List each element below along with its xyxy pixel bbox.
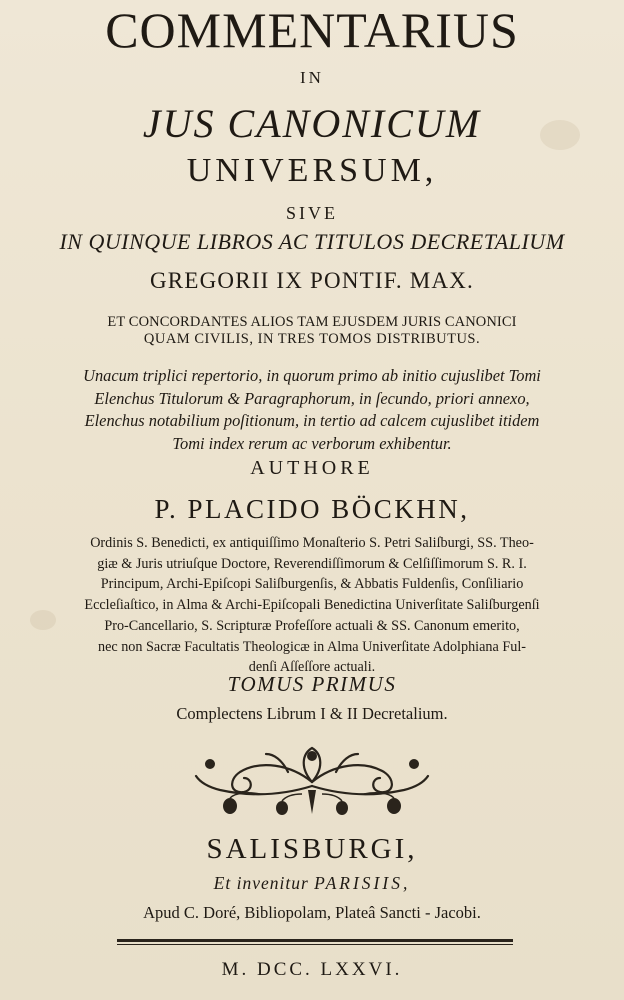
author-label: AUTHORE [250, 457, 374, 479]
publisher-line: Apud C. Doré, Bibliopolam, Plateâ Sancti - Jacobi. [143, 903, 481, 922]
year-line: M. DCC. LXXVI. [221, 959, 403, 980]
repertory-line: Tomi index rerum ac verborum exhibentur. [172, 433, 452, 453]
concordantes-line-1: ET CONCORDANTES ALIOS TAM EJUSDEM JURIS CANONICI [107, 314, 517, 330]
repertory-line: Elenchus Titulorum & Paragraphorum, in ſecundo, priori annexo, [94, 388, 530, 408]
floral-vignette-icon [190, 742, 434, 818]
author-name: P. PLACIDO BÖCKHN, [154, 494, 470, 524]
repertory-paragraph [0, 365, 624, 455]
invenitur-city: PARISIIS, [314, 873, 411, 893]
tomus-line: TOMUS PRIMUS [227, 672, 397, 696]
author-title-line: giæ & Juris utriuſque Doctore, Reverendiſſimorum & Celſiſſimorum S. R. I. [97, 555, 527, 572]
invenitur-line [0, 873, 624, 894]
author-title-line: denſi Aſſeſſore actuali. [248, 659, 376, 676]
invenitur-prefix: Et invenitur [213, 873, 309, 893]
imprint-city: SALISBURGI, [206, 833, 418, 865]
author-title-line: Principum, Archi-Epiſcopi Saliſburgenſis, & Abbatis Fuldenſis, Conſiliario [100, 576, 524, 593]
title-in: IN [300, 68, 324, 87]
divider-thick [117, 939, 513, 942]
libros-line: IN QUINQUE LIBROS AC TITULOS DECRETALIUM [59, 229, 565, 254]
sive-line: SIVE [286, 203, 338, 223]
author-titles [0, 533, 624, 678]
subject-title: JUS CANONICUM [142, 101, 482, 146]
author-title-line: Eccleſiaſtico, in Alma & Archi-Epiſcopali Benedictina Univerſitate Saliſburgenſi [84, 597, 540, 614]
contents-line: Complectens Librum I & II Decretalium. [176, 704, 448, 723]
author-title-line: Ordinis S. Benedicti, ex antiquiſſimo Monaſterio S. Petri Saliſburgi, SS. Theo- [90, 535, 534, 551]
concordantes-line-2: QUAM CIVILIS, IN TRES TOMOS DISTRIBUTUS. [143, 331, 481, 347]
author-title-line: nec non Sacræ Facultatis Theologicæ in Alma Univerſitate Adolphiana Ful- [97, 638, 527, 655]
gregorii-line: GREGORII IX PONTIF. MAX. [149, 268, 475, 293]
repertory-line: Elenchus notabilium poſitionum, in tertio ad calcem cujuslibet itidem [84, 411, 540, 430]
universum-title: UNIVERSUM, [186, 152, 438, 189]
divider-thin [117, 944, 513, 945]
author-title-line: Pro-Cancellario, S. Scripturæ Profeſſore actuali & SS. Canonum emerito, [104, 617, 520, 634]
repertory-line: Unacum triplici repertorio, in quorum primo ab initio cujuslibet Tomi [83, 366, 541, 385]
main-title: COMMENTARIUS [105, 2, 519, 58]
